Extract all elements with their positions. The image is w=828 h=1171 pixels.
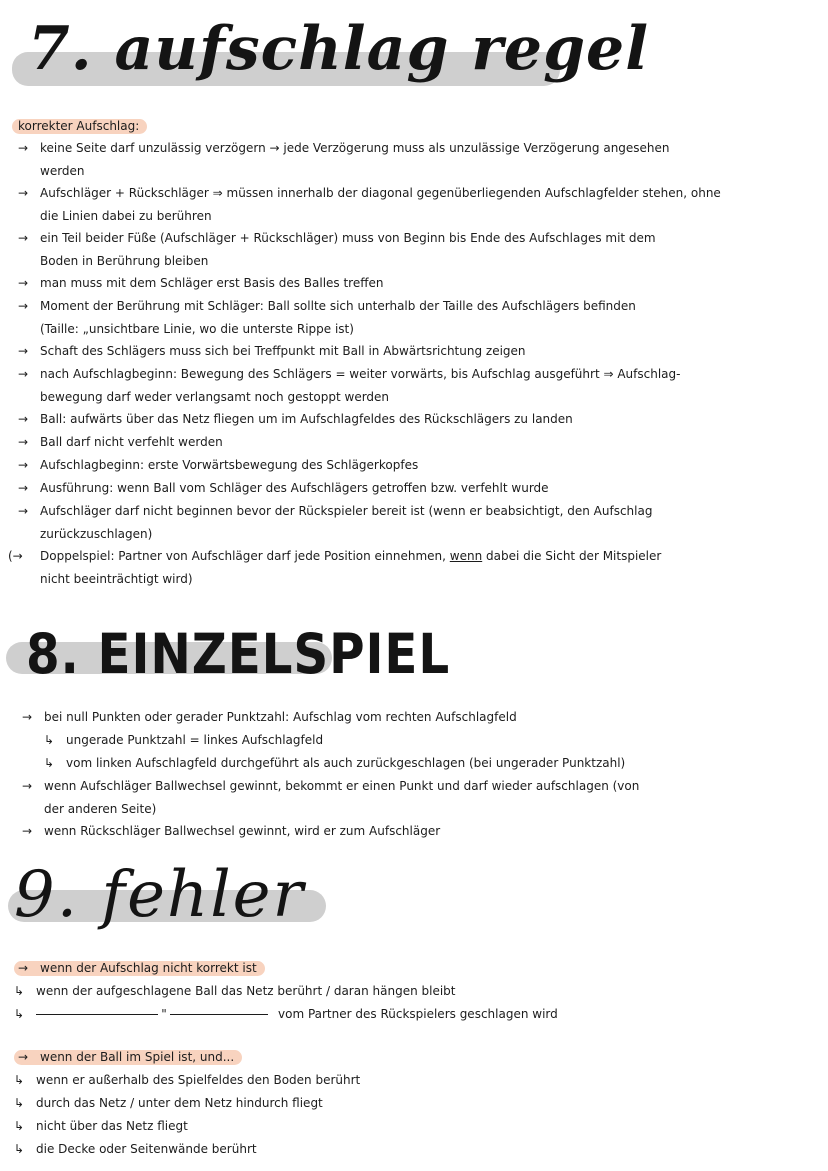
list-item: → man muss mit dem Schläger erst Basis des Balles treffen <box>18 276 384 290</box>
list-item: ↳ nicht über das Netz fliegt <box>14 1119 188 1133</box>
list-item: → wenn Rückschläger Ballwechsel gewinnt, wird er zum Aufschläger <box>22 824 441 838</box>
list-item: → Ball: aufwärts über das Netz fliegen um im Aufschlagfeldes des Rückschlägers zu landen <box>18 412 573 426</box>
section-7-heading: 7. aufschlag regel <box>28 14 649 84</box>
list-item: ↳ durch das Netz / unter dem Netz hindurch fliegt <box>14 1096 323 1110</box>
list-item: → Aufschläger + Rückschläger ⇒ müssen innerhalb der diagonal gegenüberliegenden Aufschlagfelder stehen, ohne die Linien dabei zu berühren <box>18 186 721 223</box>
list-item: → Moment der Berührung mit Schläger: Ball sollte sich unterhalb der Taille des Aufschlägers befinden (Taille: „unsichtbare Linie, wo die unterste Rippe ist) <box>18 299 636 336</box>
list-item: → keine Seite darf unzulässig verzögern → jede Verzögerung muss als unzulässige Verzögerung angesehen werden <box>18 141 670 178</box>
list-item: → ein Teil beider Füße (Aufschläger + Rückschläger) muss von Beginn bis Ende des Aufschlages mit dem Boden in Berührung bleiben <box>18 231 656 268</box>
list-item: → wenn der Aufschlag nicht korrekt ist <box>14 957 265 980</box>
list-item: → Ball darf nicht verfehlt werden <box>18 435 223 449</box>
list-item: (→ Doppelspiel: Partner von Aufschläger darf jede Position einnehmen, wenn dabei die Sicht der Mitspieler nicht beeinträchtigt wird) <box>8 549 662 586</box>
list-item: → wenn der Ball im Spiel ist, und... <box>14 1046 242 1069</box>
list-item: → Ausführung: wenn Ball vom Schläger des Aufschlägers getroffen bzw. verfehlt wurde <box>18 481 549 495</box>
section-8-heading: 8. EINZELSPIEL <box>26 622 451 686</box>
list-item: ↳ " vom Partner des Rückspielers geschlagen wird <box>14 1007 558 1021</box>
list-item: ↳ wenn der aufgeschlagene Ball das Netz berührt / daran hängen bleibt <box>14 984 456 998</box>
list-item: → Aufschläger darf nicht beginnen bevor der Rückspieler bereit ist (wenn er beabsichtigt, den Aufschlag zurückzuschlagen) <box>18 504 653 541</box>
section-7-label: korrekter Aufschlag: <box>12 119 147 134</box>
list-item: → Schaft des Schlägers muss sich bei Treffpunkt mit Ball in Abwärtsrichtung zeigen <box>18 344 526 358</box>
section-8-heading-block <box>0 618 828 703</box>
list-item: → bei null Punkten oder gerader Punktzahl: Aufschlag vom rechten Aufschlagfeld <box>22 710 517 724</box>
list-item: ↳ die Decke oder Seitenwände berührt <box>14 1142 257 1156</box>
list-item: → Aufschlagbeginn: erste Vorwärtsbewegung des Schlägerkopfes <box>18 458 419 472</box>
section-7-heading-block <box>0 12 828 107</box>
list-item: ↳ vom linken Aufschlagfeld durchgeführt als auch zurückgeschlagen (bei ungerader Punktzahl) <box>44 756 626 770</box>
list-item: → nach Aufschlagbeginn: Bewegung des Schlägers = weiter vorwärts, bis Aufschlag ausgeführt ⇒ Aufschlag- bewegung darf weder verlangsamt noch gestoppt werden <box>18 367 681 404</box>
list-item: ↳ wenn er außerhalb des Spielfeldes den Boden berührt <box>14 1073 361 1087</box>
section-9-heading-block <box>0 850 828 960</box>
list-item: → wenn Aufschläger Ballwechsel gewinnt, bekommt er einen Punkt und darf wieder aufschlagen (von der anderen Seite) <box>22 779 640 816</box>
section-9-heading: 9. fehler <box>14 858 306 932</box>
list-item: ↳ ungerade Punktzahl = linkes Aufschlagfeld <box>44 733 324 747</box>
